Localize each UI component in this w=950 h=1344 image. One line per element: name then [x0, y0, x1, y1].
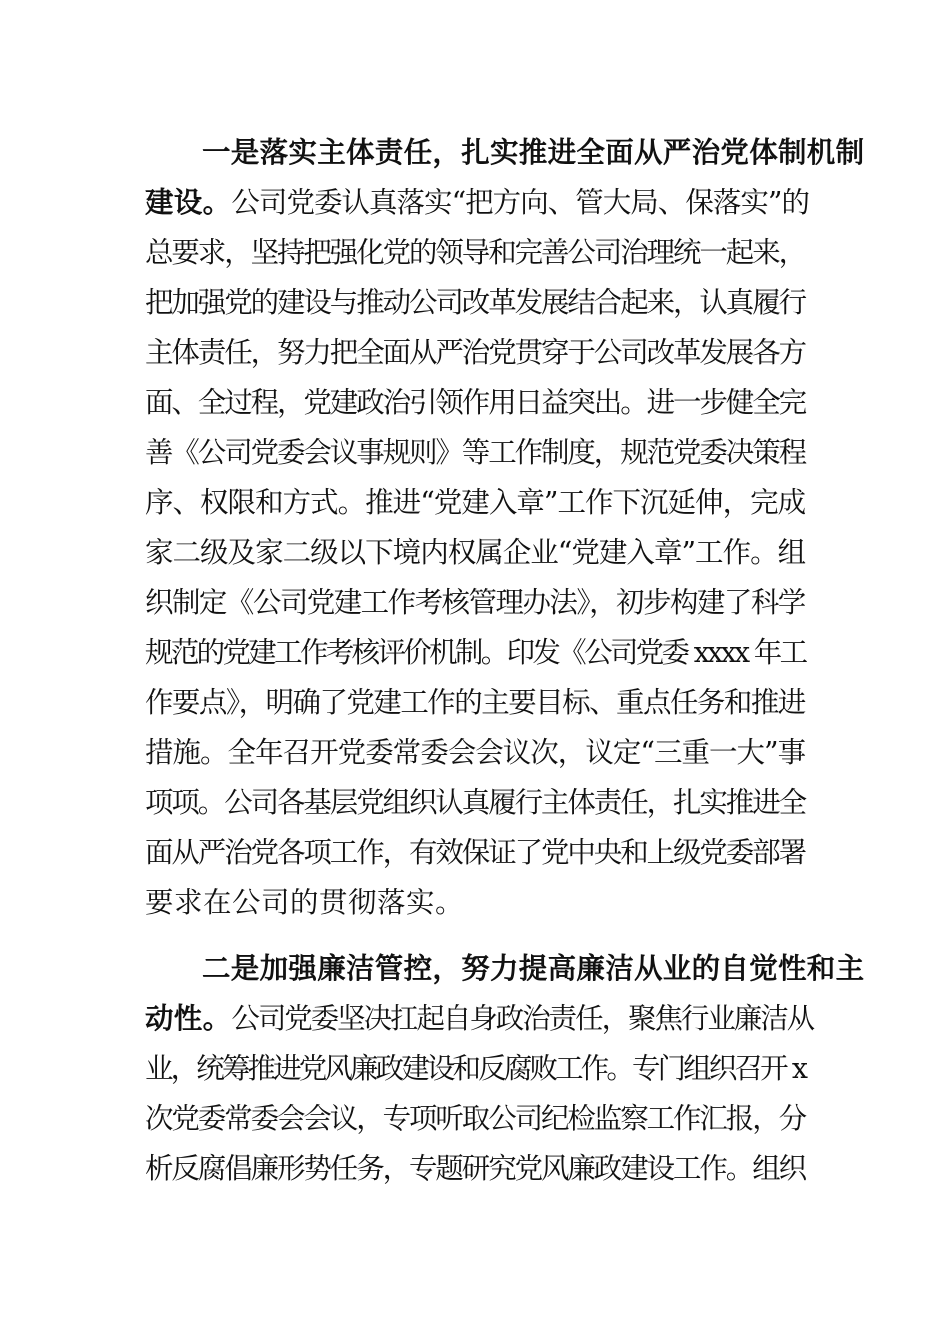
paragraph-line — [145, 478, 805, 528]
paragraph-line — [145, 828, 805, 878]
body-text: 公司党委坚决扛起自身政治责任，聚焦行业廉洁从 — [231, 1002, 814, 1035]
body-text: 家二级及家二级以下境内权属企业“党建入章”工作。组 — [145, 536, 806, 569]
body-text: 措施。全年召开党委常委会会议次，议定“三重一大”事 — [145, 736, 806, 769]
paragraph-line — [145, 578, 805, 628]
paragraph-line — [202, 128, 864, 178]
bold-heading: 一是落实主体责任，扎实推进全面从严治党体制机制 — [202, 136, 865, 169]
paragraph-line — [145, 1144, 805, 1194]
paragraph-line — [145, 994, 813, 1044]
body-text: 要求在公司的贯彻落实。 — [145, 886, 465, 919]
paragraph-line — [145, 278, 805, 328]
paragraph-line — [145, 328, 805, 378]
body-text: 析反腐倡廉形势任务，专题研究党风廉政建设工作。组织 — [145, 1152, 806, 1185]
body-text: 次党委常委会会议，专项听取公司纪检监察工作汇报，分 — [145, 1102, 806, 1135]
body-text: 面、全过程，党建政治引领作用日益突出。进一步健全完 — [145, 386, 806, 419]
paragraph-line — [145, 178, 809, 228]
bold-heading: 二是加强廉洁管控，努力提高廉洁从业的自觉性和主 — [202, 952, 865, 985]
paragraph-line — [145, 628, 805, 678]
paragraph-line — [145, 878, 464, 928]
bold-heading: 动性。 — [145, 1002, 232, 1035]
body-text: 面从严治党各项工作，有效保证了党中央和上级党委部署 — [145, 836, 806, 869]
body-text: 序、权限和方式。推进“党建入章”工作下沉延伸，完成 — [145, 486, 806, 519]
paragraph-line — [145, 428, 805, 478]
paragraph-line — [202, 944, 864, 994]
body-text: 项项。公司各基层党组织认真履行主体责任，扎实推进全 — [145, 786, 806, 819]
paragraph-line — [145, 1044, 805, 1094]
body-text: 公司党委认真落实“把方向、管大局、保落实”的 — [231, 186, 809, 219]
bold-heading: 建设。 — [145, 186, 232, 219]
body-text: 主体责任，努力把全面从严治党贯穿于公司改革发展各方 — [145, 336, 806, 369]
body-text: 总要求，坚持把强化党的领导和完善公司治理统一起来， — [145, 236, 806, 269]
body-text: 善《公司党委会议事规则》等工作制度，规范党委决策程 — [145, 436, 806, 469]
paragraph-line — [145, 728, 805, 778]
paragraph-line — [145, 228, 805, 278]
paragraph-line — [145, 778, 805, 828]
body-text: 把加强党的建设与推动公司改革发展结合起来，认真履行 — [145, 286, 806, 319]
paragraph-line — [145, 378, 805, 428]
body-text: 规范的党建工作考核评价机制。印发《公司党委 xxxx 年工 — [145, 636, 806, 669]
body-text: 作要点》，明确了党建工作的主要目标、重点任务和推进 — [145, 686, 805, 719]
paragraph-line — [145, 678, 805, 728]
paragraph-line — [145, 1094, 805, 1144]
body-text: 业，统筹推进党风廉政建设和反腐败工作。专门组织召开 x — [145, 1052, 806, 1085]
body-text: 织制定《公司党建工作考核管理办法》，初步构建了科学 — [145, 586, 805, 619]
paragraph-line — [145, 528, 805, 578]
